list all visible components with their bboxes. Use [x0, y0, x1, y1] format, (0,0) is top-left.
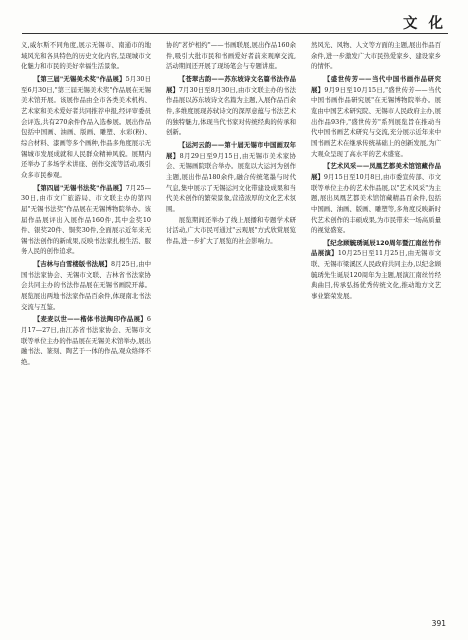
entry-title: 【艺术风采——凤凰艺都美术馆馆藏作品展】 — [311, 162, 441, 181]
entry-body: 协的"茗炉相约"——书画联展,展出作品160余件,吸引大批市民和书画爱好者前来观摩交流,活动期间还开展了现场笔会与专题讲座。 — [166, 41, 296, 71]
entry-body: 义,威尔斯不同角度,展示无锡市、南通市的地域风光和各具特色的历史文化内容,呈现城市文化魅力和市民的美好幸福生活景象。 — [21, 41, 151, 71]
entry-title: 【吉林与白雪楼版书法展】 — [33, 260, 111, 269]
article-entry — [21, 259, 151, 312]
header-rule — [22, 33, 448, 34]
entry-body: 5月30日至6月30日,"第三届无锡美术奖"作品展在无锡美术馆开展。该展作品由全市各类美术机构、艺术家和美术爱好者共同推荐申报,经评审委员会评选,共有270余件作品入选参展。展出作品包括中国画、油画、版画、雕塑、水彩(粉)、综合材料、漆画等多个画种,作品多角度展示无锡城市发展成就和人民群众精神风貌。展期内还举办了多场学术讲座、创作交流等活动,吸引众多市民参观。 — [21, 74, 151, 179]
entry-body: 展览期间还举办了线上展播和专题学术研讨活动,广大市民可通过"云观展"方式欣赏展览作品,进一步扩大了展览的社会影响力。 — [166, 215, 296, 245]
text-column-middle — [166, 40, 296, 246]
entry-title: 【第三届"无锡美术奖"作品展】 — [33, 74, 126, 83]
entry-body: 8月29日至9月15日,由无锡市美术家协会、无锡画院联合举办。展览以大运河为创作主题,展出作品180余件,融合传统笔墨与时代气息,集中展示了无锡运河文化带建设成果和当代美术创作的繁荣景象,营造浓厚的文化艺术氛围。 — [166, 151, 296, 213]
entry-body: 9月15日至10月8日,由市委宣传部、市文联等单位主办的艺术作品展,以"艺术风采"为主题,展出凤凰艺都美术馆馆藏精品百余件,包括中国画、油画、版画、雕塑等,多角度反映新时代艺术创作的丰硕成果,为市民带来一场高质量的视觉盛宴。 — [311, 172, 441, 235]
entry-body: 8月25日,由中国书法家协会、无锡市文联、吉林省书法家协会共同主办的书法作品展在无锡书画院开幕。展览展出两地书法家作品百余件,体现南北书法交流与互鉴。 — [21, 260, 151, 311]
article-entry — [311, 74, 441, 159]
section-title: 文 化 — [402, 16, 446, 32]
entry-body: 7月25—30日,由市文广旅游局、市文联主办的第四届"无锡书法奖"作品展在无锡博物院举办。该届作品展评出入展作品160件,其中金奖10件、银奖20件、铜奖30件,全面展示近年来无锡书法创作的新成果,反映书法家扎根生活、服务人民的创作追求。 — [21, 183, 151, 256]
article-entry — [311, 161, 441, 236]
entry-title: 【运河云韵——第十届无锡市中国画双年展】 — [166, 140, 296, 160]
article-entry — [166, 215, 296, 247]
entry-title: 【麦麦以世——楷体书法陶印作品展】 — [33, 315, 147, 324]
article-entry — [21, 74, 151, 181]
entry-body: 7月30日至8月30日,由市文联主办的书法作品展以苏东坡诗文名篇为主题,入展作品百余件,多维度展现苏轼诗文的深厚意蕴与书法艺术的独特魅力,体现当代书家对传统经典的传承和创新。 — [166, 85, 296, 137]
page-number: 391 — [431, 619, 446, 628]
entry-body: 然风光、风物、人文等方面的主题,展出作品百余件,进一步激发广大市民热爱家乡、建设家乡的情怀。 — [311, 41, 441, 71]
entry-body: 6月17—27日,由江苏省书法家协会、无锡市文联等单位主办的作品展在无锡美术馆举办,展出融书法、篆刻、陶艺于一体的作品,观众络绎不绝。 — [21, 315, 151, 367]
article-entry — [21, 40, 151, 72]
entry-title: 【苍翠古韵——苏东坡诗文名篇书法作品展】 — [166, 74, 296, 94]
entry-body: 10月25日至11月25日,由无锡市文联、无锡市梁溪区人民政府共同主办,以纪念顾毓琇先生诞辰120周年为主题,展演江南丝竹经典曲目,传承弘扬优秀传统文化,推动地方文艺事业繁荣发展。 — [311, 249, 441, 301]
entry-title: 【纪念顾毓琇诞辰120周年暨江南丝竹作品展演】 — [311, 238, 441, 258]
article-entry — [311, 238, 441, 302]
article-entry — [166, 40, 296, 72]
entry-body: 9月9日至10月15日,"盛世传芳——当代中国书画作品研究展"在无锡博物院举办。展览由中国艺术研究院、无锡市人民政府主办,展出作品93件,"盛世传芳"系列展览旨在推动当代中国书画艺术研究与交流,充分展示近年来中国书画艺术在继承传统基础上的创新发展,为广大观众呈现了高水平的艺术盛宴。 — [311, 85, 441, 158]
article-entry — [166, 140, 296, 215]
entry-title: 【盛世传芳——当代中国书画作品研究展】 — [311, 74, 441, 94]
article-entry — [166, 74, 296, 138]
article-entry — [21, 314, 151, 367]
text-column-left — [21, 40, 151, 368]
entry-title: 【第四届"无锡书法奖"作品展】 — [33, 183, 126, 192]
article-entry — [21, 183, 151, 258]
text-column-right — [311, 40, 441, 302]
article-entry — [311, 40, 441, 72]
